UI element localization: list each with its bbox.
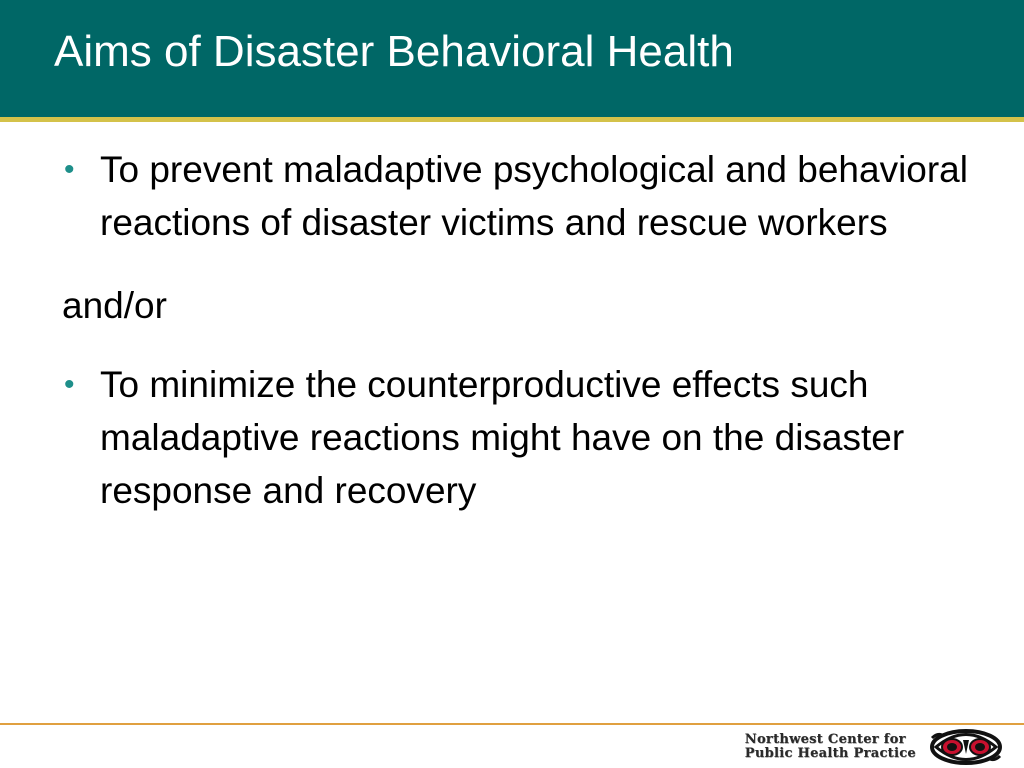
bullet-icon: • <box>64 368 75 401</box>
bullet-text-2: To minimize the counterproductive effects such maladaptive reactions might have on the disaster response and recovery <box>100 364 905 511</box>
logo-wordmark <box>745 733 916 761</box>
footer-divider <box>0 723 1024 725</box>
slide-content <box>62 143 982 517</box>
formline-eye-icon <box>930 728 1002 766</box>
title-divider <box>0 117 1024 122</box>
bullet-text-1: To prevent maladaptive psychological and behavioral reactions of disaster victims and rescue workers <box>100 149 968 243</box>
logo-line-1: Northwest Center for <box>744 732 906 747</box>
logo-line-2: Public Health Practice <box>744 746 916 761</box>
bullet-item-1 <box>62 143 982 249</box>
bullet-icon: • <box>64 153 75 186</box>
connector-text: and/or <box>62 285 167 326</box>
slide-title: Aims of Disaster Behavioral Health <box>54 27 734 76</box>
bullet-item-2 <box>62 358 982 517</box>
footer-logo <box>745 728 1002 766</box>
title-bar <box>0 0 1024 117</box>
